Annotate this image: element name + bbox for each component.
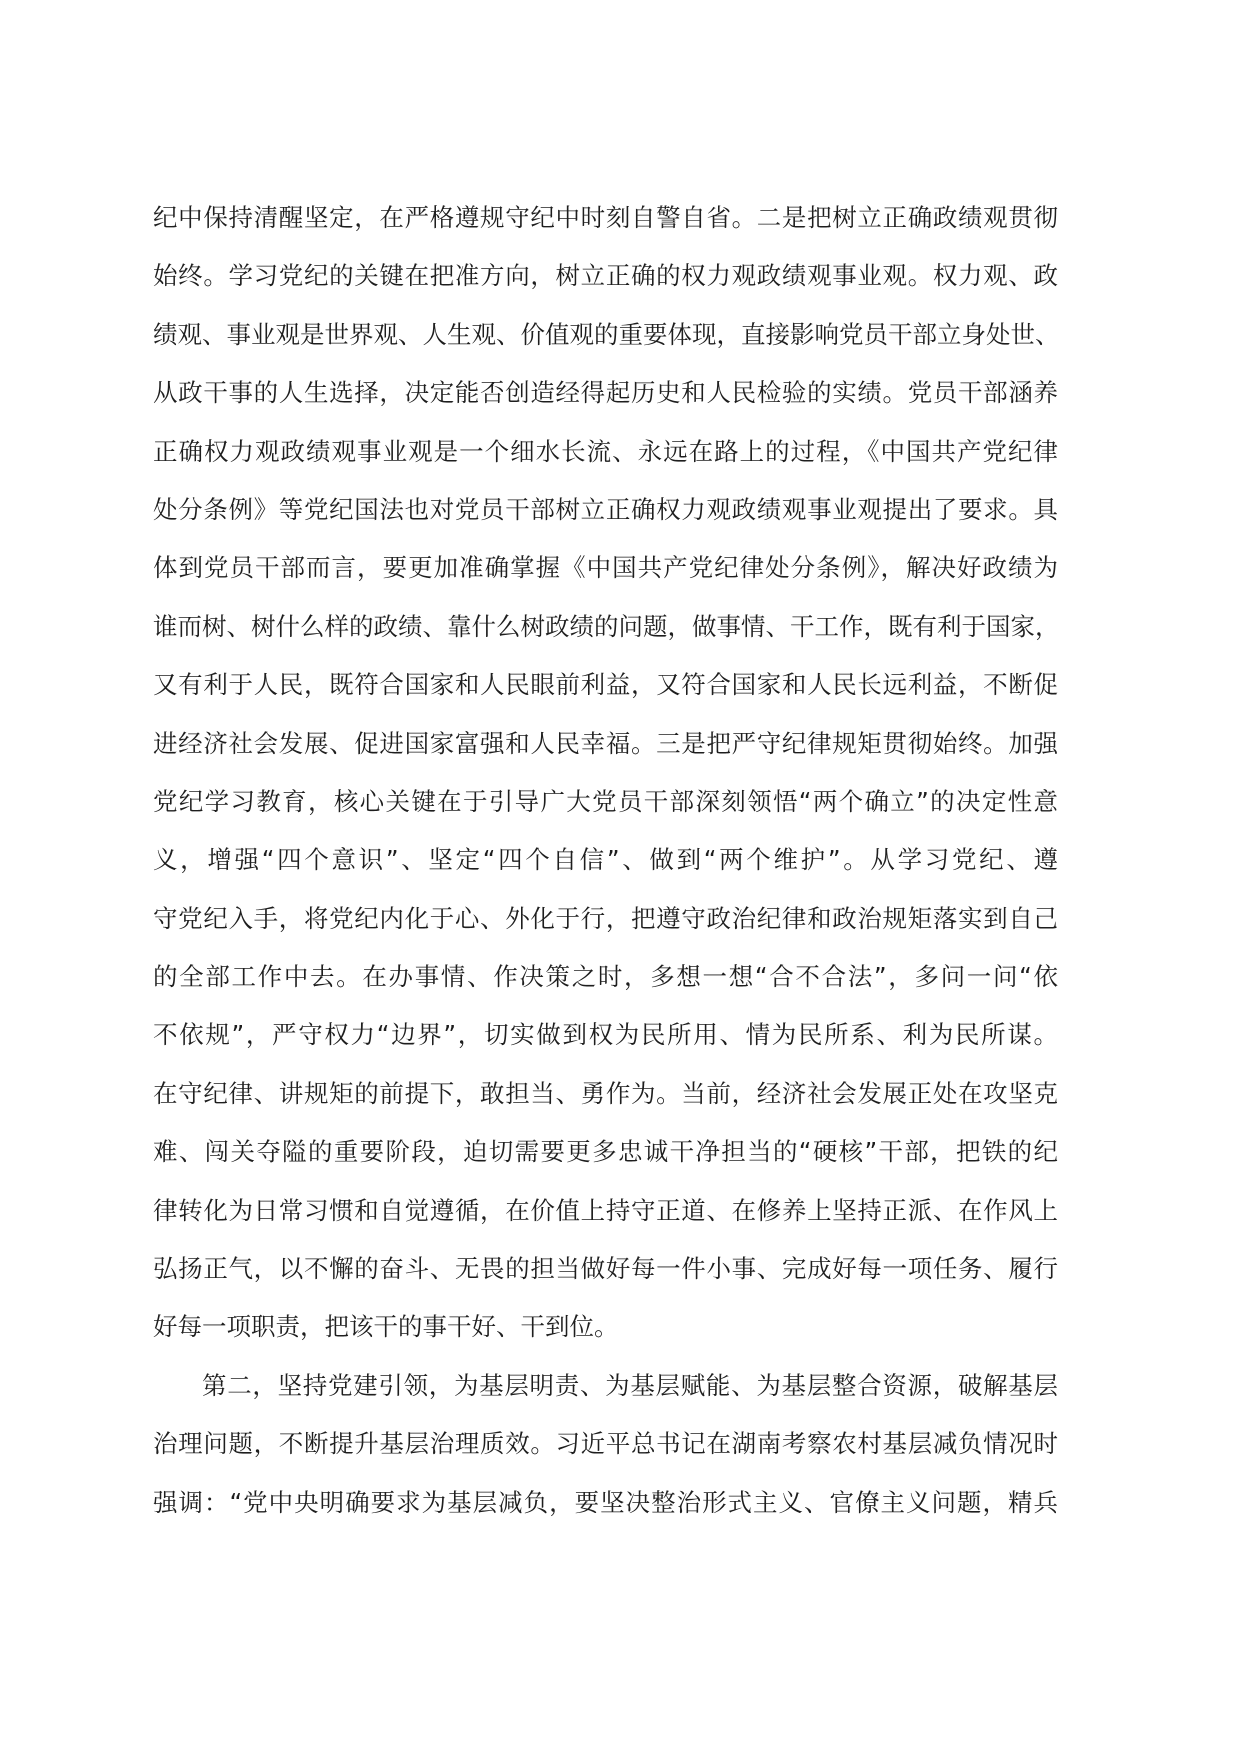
text-line: 的全部工作中去。在办事情、作决策之时，多想一想“合不合法”，多问一问“依 [153,962,1058,992]
text-line: 强调：“党中央明确要求为基层减负，要坚决整治形式主义、官僚主义问题，精兵 [153,1487,1058,1517]
text-line: 纪中保持清醒坚定，在严格遵规守纪中时刻自警自省。二是把树立正确政绩观贯彻 [153,203,1058,232]
text-line: 从政干事的人生选择，决定能否创造经得起历史和人民检验的实绩。党员干部涵养 [153,378,1058,408]
text-line: 始终。学习党纪的关键在把准方向，树立正确的权力观政绩观事业观。权力观、政 [153,261,1058,291]
text-line: 不依规”，严守权力“边界”，切实做到权为民所用、情为民所系、利为民所谋。 [153,1020,1058,1050]
text-line: 弘扬正气，以不懈的奋斗、无畏的担当做好每一件小事、完成好每一项任务、履行 [153,1254,1058,1284]
text-line: 绩观、事业观是世界观、人生观、价值观的重要体现，直接影响党员干部立身处世、 [153,319,1060,349]
text-line: 第二，坚持党建引领，为基层明责、为基层赋能、为基层整合资源，破解基层 [202,1370,1058,1400]
paragraph-1 [153,189,1058,1357]
text-line: 难、闯关夺隘的重要阶段，迫切需要更多忠诚干净担当的“硬核”干部，把铁的纪 [153,1137,1058,1167]
text-line: 义，增强“四个意识”、坚定“四个自信”、做到“两个维护”。从学习党纪、遵 [153,845,1058,875]
text-line: 体到党员干部而言，要更加准确掌握《中国共产党纪律处分条例》，解决好政绩为 [153,553,1058,583]
text-line: 守党纪入手，将党纪内化于心、外化于行，把遵守政治纪律和政治规矩落实到自己 [153,903,1058,933]
body-text [153,189,1058,1532]
text-line: 谁而树、树什么样的政绩、靠什么树政绩的问题，做事情、干工作，既有利于国家， [153,611,1060,641]
text-line: 正确权力观政绩观事业观是一个细水长流、永远在路上的过程，《中国共产党纪律 [153,436,1058,466]
text-line: 处分条例》等党纪国法也对党员干部树立正确权力观政绩观事业观提出了要求。具 [153,494,1058,524]
text-line: 好每一项职责，把该干的事干好、干到位。 [153,1312,619,1342]
text-line: 又有利于人民，既符合国家和人民眼前利益，又符合国家和人民长远利益，不断促 [153,670,1058,700]
text-line: 党纪学习教育，核心关键在于引导广大党员干部深刻领悟“两个确立”的决定性意 [153,786,1058,816]
text-line: 进经济社会发展、促进国家富强和人民幸福。三是把严守纪律规矩贯彻始终。加强 [153,728,1058,758]
text-line: 律转化为日常习惯和自觉遵循，在价值上持守正道、在修养上坚持正派、在作风上 [153,1195,1058,1225]
text-line: 在守纪律、讲规矩的前提下，敢担当、勇作为。当前，经济社会发展正处在攻坚克 [153,1078,1058,1108]
text-line: 治理问题，不断提升基层治理质效。习近平总书记在湖南考察农村基层减负情况时 [153,1429,1058,1459]
paragraph-2 [153,1357,1058,1532]
